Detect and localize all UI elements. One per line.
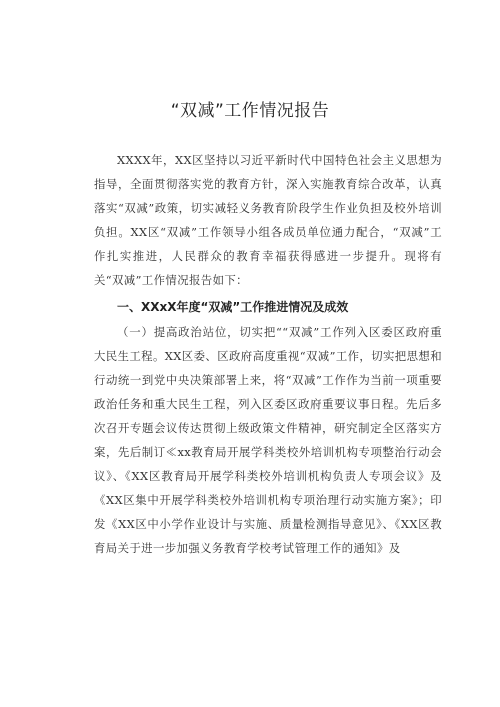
section-paragraph: （一）提高政治站位，切实把““双减”工作列入区委区政府重大民生工程。XX区委、区政府高度重视“双减”工作，切实把思想和行动统一到党中央决策部署上来，将“双减”工作作为当前一项重要政治任务和重大民生工程，列入区委区政府重要议事日程。先后多次召开专题会议传达贯彻上级政策文件精神，研究制定全区落实方案，先后制订≪xx教育局开展学科类校外培训机构专项整治行动会议》、《XX区教育局开展学科类校外培训机构负责人专项会议》及《XX区集中开展学科类校外培训机构专项治理行动实施方案》；印发《XX区中小学作业设计与实施、质量检测指导意见》、《XX区教育局关于进一步加强义务教育学校考试管理工作的通知》及 [94,325,442,555]
section-heading: 一、XXxX年度“双减”工作推进情况及成效 [117,300,349,314]
document-body [94,148,442,560]
document-title: “双减”工作情况报告 [170,101,330,121]
intro-paragraph: XXXX年，XX区坚持以习近平新时代中国特色社会主义思想为指导，全面贯彻落实党的教育方针，深入实施教育综合改革，认真落实“双减”政策，切实减轻义务教育阶段学生作业负担及校外培训负担。XX区“双减”工作领导小组各成员单位通力配合，“双减”工作扎实推进，人民群众的教育幸福获得感进一步提升。现将有关“双减”工作情况报告如下： [94,153,442,287]
